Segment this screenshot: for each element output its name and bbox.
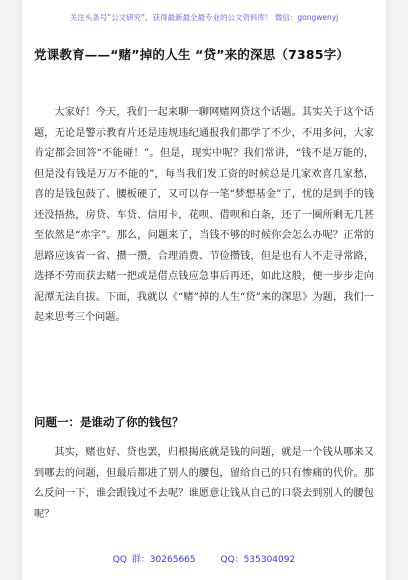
document-title: 党课教育——“赌”掉的人生 “贷”来的深思（7385字） — [34, 47, 350, 62]
document-page — [22, 0, 386, 580]
footer-qq: QQ：535304092 — [220, 555, 296, 565]
paragraph-section1: 其实，赌也好、贷也罢，归根揭底就是钱的问题，就是一个钱从哪来又到哪去的问题，但最后都进了别人的腰包，留给自己的只有惨痛的代价。那么反问一下，谁会跟钱过不去呢？谁愿意让钱从自己的口袋去到别人的腰包呢？ — [34, 447, 374, 520]
intro-section — [34, 103, 374, 329]
paragraph-intro: 大家好！今天，我们一起来聊一聊网赌网贷这个话题。其实关于这个话题，无论是警示教育片还是违规违纪通报我们都学了不少，不用多问，大家肯定都会回答“不能碰！”。但是，现实中呢？我们常讲，“钱不是万能的，但是没有钱是万万不能的”，每当我们发工资的时候总是几家欢喜几家愁，喜的是钱包鼓了、腰板硬了，又可以存一笔“梦想基金”了，忧的是到手的钱还没捂热，房贷、车贷、信用卡，花呗、借呗和白条，还了一圈所剩无几甚至依然是“赤字”。那么，问题来了，当钱不够的时候你会怎么办呢？正常的思路应该省一省、攒一攒，合理消费、节俭攒钱，但是也有人不走寻常路，选择不劳而获去赌一把或是借点钱应急事后再还，如此这般，便一步步走向泥潭无法自拔。下面，我就以《“赌”掉的人生“贷”来的深思》为题，我们一起来思考三个问题。 — [34, 107, 374, 323]
page-header: 关注头条号“公文研究”，获得最新最全最专业的公文资料库！ 微信：gongwenyj — [69, 13, 339, 22]
section-heading: 问题一：是谁动了你的钱包？ — [34, 415, 184, 429]
footer-qq-group: QQ 群：30265665 — [112, 555, 196, 565]
page-footer — [22, 552, 386, 565]
section-body — [34, 443, 374, 525]
